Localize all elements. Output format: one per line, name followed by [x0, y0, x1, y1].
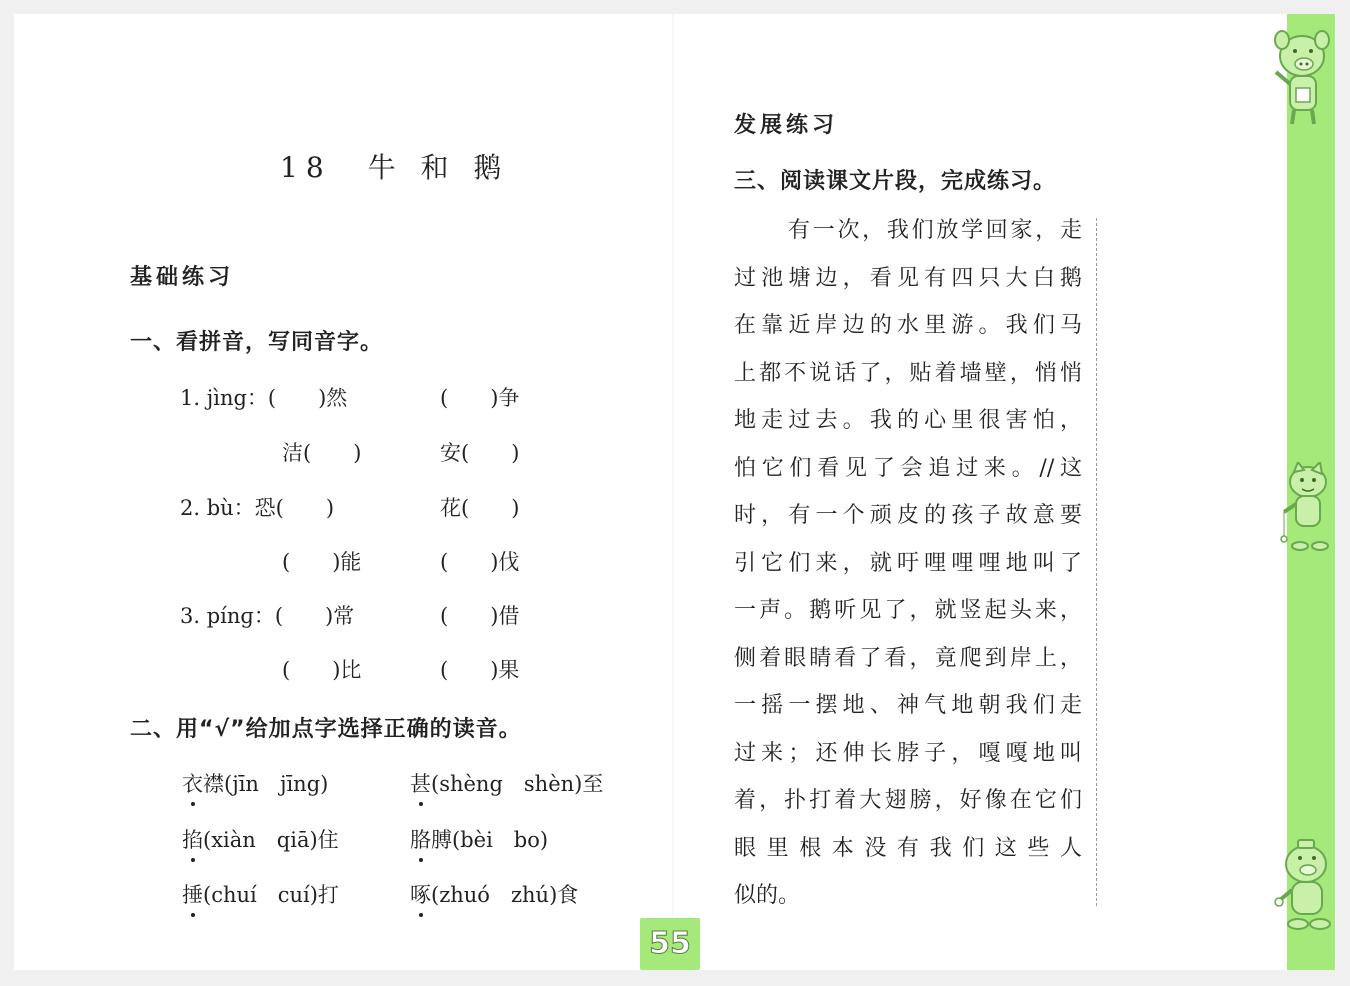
- dotted-char: 衣: [182, 768, 203, 798]
- passage-line: 引它们来，就吁哩哩哩地叫了: [734, 551, 1082, 576]
- reading-choice-6: [410, 879, 578, 909]
- reading-choice-3: [182, 824, 339, 854]
- homophone-line-1b: ( )争: [440, 386, 520, 410]
- reading-choice-2: [410, 768, 603, 798]
- homophone-line-3a: 2. bù：恐( ): [180, 496, 335, 520]
- dotted-char: 捶: [182, 879, 203, 909]
- passage-line: 怕它们看见了会追过来。//这: [734, 456, 1082, 481]
- passage-line: 地走过去。我的心里很害怕，: [734, 408, 1082, 433]
- choice-text: 膊(bèi bo): [431, 828, 549, 852]
- dotted-char: 甚: [410, 768, 431, 798]
- homophone-line-3b: 花( ): [440, 496, 520, 520]
- development-practice-heading: 发展练习: [734, 113, 839, 138]
- homophone-line-5a: 3. pínɡ：( )常: [180, 604, 355, 628]
- homophone-line-1a: 1. jìng：( )然: [180, 386, 348, 410]
- passage-line: 在靠近岸边的水里游。我们马: [734, 313, 1082, 338]
- passage-line: 过池塘边，看见有四只大白鹅: [734, 266, 1082, 291]
- page-fold: [672, 14, 674, 970]
- passage-line: 着，扑打着大翅膀，好像在它们: [734, 788, 1082, 813]
- choice-text: (xiàn qiā)住: [203, 828, 339, 852]
- homophone-line-6a: ( )比: [282, 658, 362, 682]
- homophone-line-4b: ( )伐: [440, 550, 520, 574]
- choice-text: (zhuó zhú)食: [431, 883, 579, 907]
- dotted-char: 掐: [182, 824, 203, 854]
- basic-practice-heading: 基础练习: [130, 265, 235, 290]
- question-2-title: 二、用“√”给加点字选择正确的读音。: [130, 717, 522, 742]
- page-number: 55: [640, 918, 700, 970]
- passage-line: 时，有一个顽皮的孩子故意要: [734, 503, 1082, 528]
- homophone-line-4a: ( )能: [282, 550, 362, 574]
- question-3-title: 三、阅读课文片段，完成练习。: [734, 169, 1057, 194]
- dotted-char: 胳: [410, 824, 431, 854]
- pig-whistle-mascot-icon: [1270, 836, 1336, 936]
- passage-line: 侧着眼睛看了看，竟爬到岸上，: [734, 646, 1082, 671]
- passage-line: 上都不说话了，贴着墙壁，悄悄: [734, 361, 1082, 386]
- passage-line: 过来；还伸长脖子，嘎嘎地叫: [734, 741, 1082, 766]
- passage-line: 一摇一摆地、神气地朝我们走: [734, 693, 1082, 718]
- choice-text: (shèng shèn)至: [431, 772, 604, 796]
- lesson-title: 18 牛 和 鹅: [280, 151, 510, 184]
- choice-text: 襟(jīn jīng): [203, 772, 329, 796]
- passage-line: 似的。: [734, 883, 801, 908]
- cat-yoyo-mascot-icon: [1276, 462, 1336, 554]
- passage-line: 眼里根本没有我们这些人: [734, 836, 1082, 861]
- reading-choice-1: [182, 768, 328, 798]
- homophone-line-6b: ( )果: [440, 658, 520, 682]
- dotted-char: 啄: [410, 879, 431, 909]
- homophone-line-2b: 安( ): [440, 441, 520, 465]
- choice-text: (chuí cuí)打: [203, 883, 339, 907]
- passage-line: 一声。鹅听见了，就竖起头来，: [734, 598, 1082, 623]
- pig-mascot-icon: [1268, 28, 1334, 128]
- dashed-margin-line: [1096, 218, 1097, 906]
- homophone-line-2a: 洁( ): [282, 441, 362, 465]
- passage-line: 有一次，我们放学回家，走: [788, 218, 1082, 243]
- homophone-line-5b: ( )借: [440, 604, 520, 628]
- reading-choice-5: [182, 879, 339, 909]
- reading-choice-4: [410, 824, 548, 854]
- question-1-title: 一、看拼音，写同音字。: [130, 330, 384, 355]
